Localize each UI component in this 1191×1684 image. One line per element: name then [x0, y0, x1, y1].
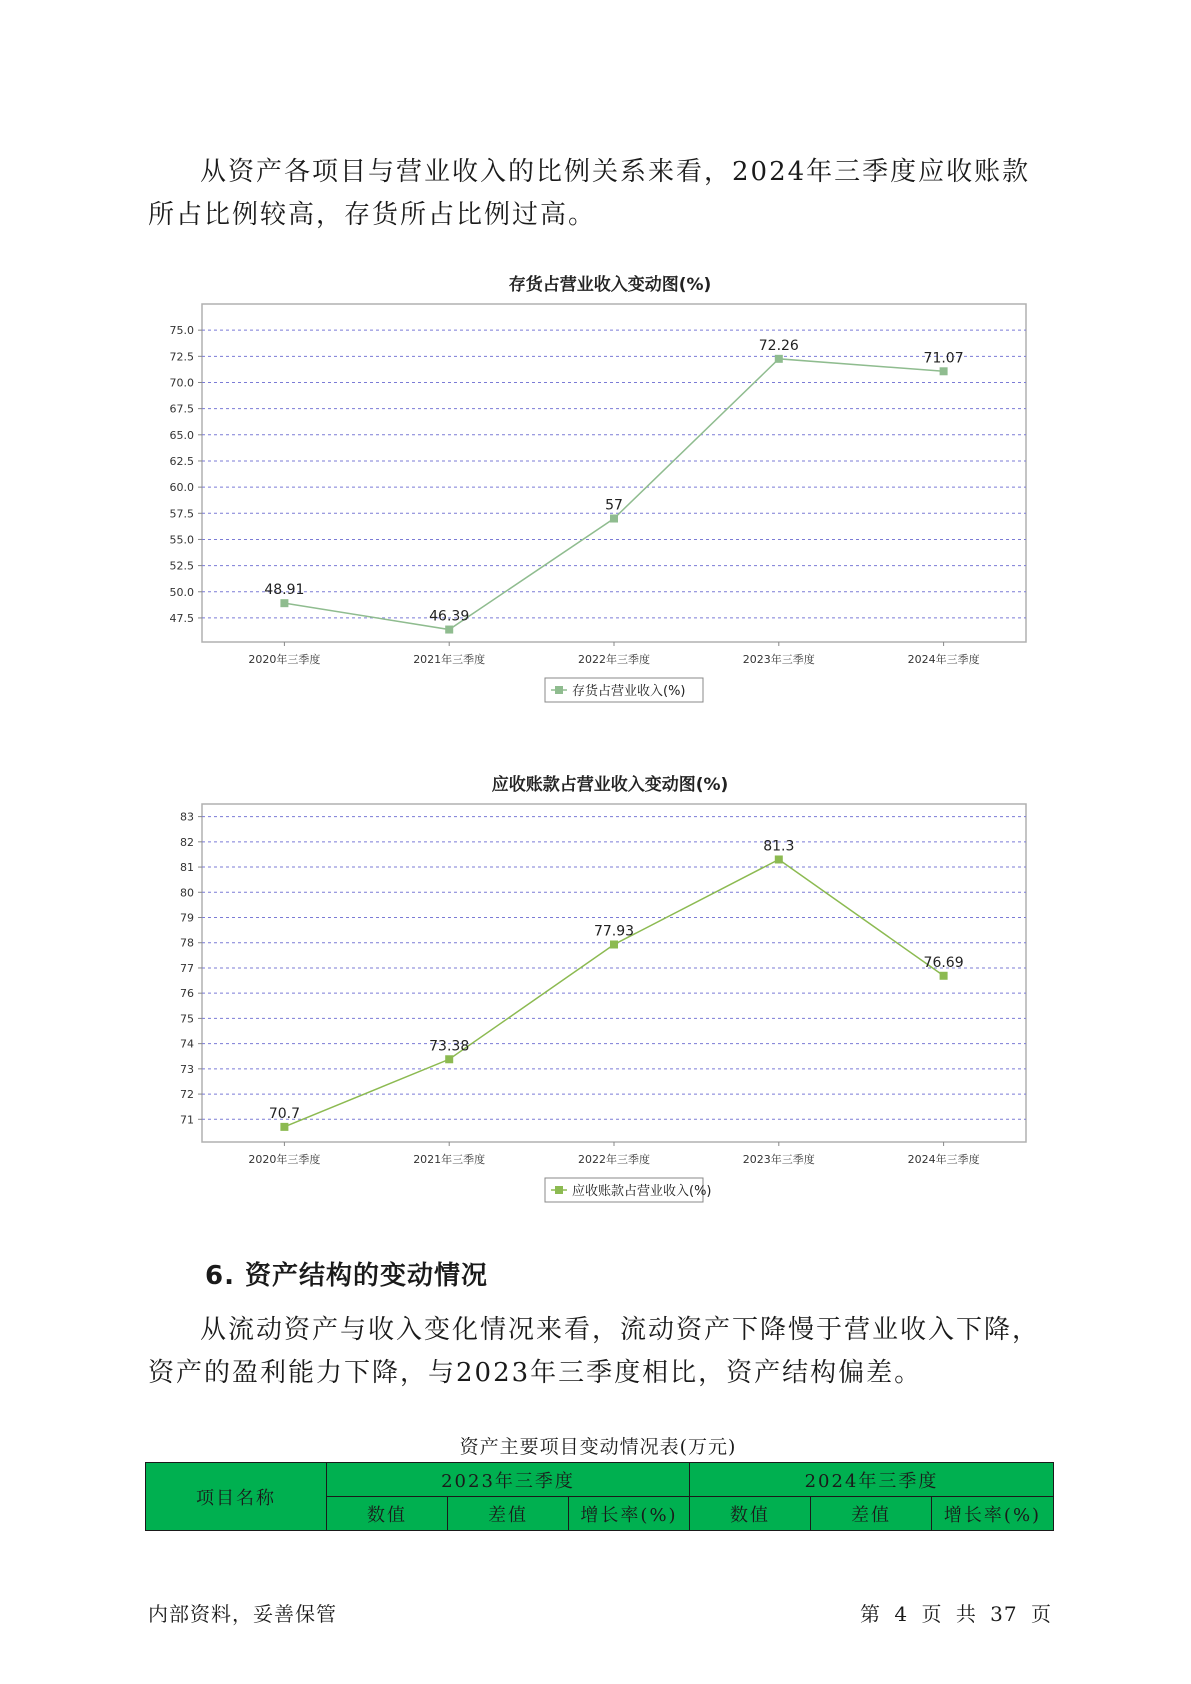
y-tick-label: 67.5	[169, 402, 194, 416]
data-label: 72.26	[758, 337, 799, 354]
x-tick-label: 2023年三季度	[742, 653, 815, 666]
data-label: 57	[605, 497, 623, 514]
y-tick-label: 71	[180, 1113, 194, 1127]
growth-header-2023: 增长率(%)	[569, 1497, 690, 1531]
inventory-ratio-chart	[150, 270, 1030, 720]
y-tick-label: 78	[180, 936, 194, 950]
asset-change-table	[145, 1462, 1054, 1531]
data-label: 77.93	[593, 923, 635, 940]
receivables-ratio-chart	[150, 770, 1030, 1220]
chart-title: 存货占营业收入变动图(%)	[508, 275, 712, 295]
diff-header-2024: 差值	[811, 1497, 932, 1531]
legend-marker	[555, 1186, 563, 1194]
y-tick-label: 73	[180, 1062, 194, 1076]
chart-legend	[545, 678, 703, 702]
growth-header-2024: 增长率(%)	[932, 1497, 1054, 1531]
plot-area	[202, 804, 1026, 1142]
x-tick-label: 2022年三季度	[578, 1153, 650, 1166]
y-tick-label: 75.0	[169, 324, 194, 338]
y-tick-label: 82	[180, 835, 194, 849]
legend-label: 存货占营业收入(%)	[572, 684, 686, 699]
y-tick-label: 81	[180, 861, 194, 875]
y-tick-label: 72.5	[169, 350, 194, 364]
intro-paragraph: 从资产各项目与营业收入的比例关系来看，2024年三季度应收账款所占比例较高，存货所占比例过高。	[148, 157, 1031, 230]
data-point	[940, 367, 948, 375]
data-point	[940, 972, 948, 980]
data-label: 70.7	[268, 1105, 300, 1122]
y-tick-label: 55.0	[169, 533, 194, 547]
plot-area	[202, 304, 1026, 642]
y-tick-label: 74	[180, 1037, 194, 1051]
y-tick-label: 62.5	[169, 454, 194, 468]
footer-confidential: 内部资料，妥善保管	[148, 1602, 337, 1626]
item-name-header: 项目名称	[146, 1463, 327, 1531]
x-tick-label: 2022年三季度	[578, 653, 650, 666]
data-point	[280, 1123, 288, 1131]
footer-page-number: 第 4 页 共 37 页	[860, 1602, 1052, 1626]
x-tick-label: 2020年三季度	[248, 653, 321, 666]
data-label: 76.69	[923, 954, 964, 971]
data-point	[610, 940, 618, 948]
x-tick-label: 2023年三季度	[742, 1153, 815, 1166]
legend-label: 应收账款占营业收入(%)	[572, 1184, 712, 1199]
asset-structure-paragraph: 从流动资产与收入变化情况来看，流动资产下降慢于营业收入下降，资产的盈利能力下降，与2023年三季度相比，资产结构偏差。	[148, 1315, 1041, 1388]
data-label: 71.07	[923, 350, 964, 367]
data-label: 46.39	[429, 608, 470, 625]
chart-legend	[545, 1178, 712, 1202]
y-tick-label: 50.0	[169, 585, 194, 599]
x-tick-label: 2021年三季度	[413, 653, 486, 666]
table-caption: 资产主要项目变动情况表(万元)	[459, 1436, 737, 1458]
diff-header-2023: 差值	[448, 1497, 569, 1531]
data-label: 73.38	[429, 1038, 470, 1055]
y-tick-label: 57.5	[169, 507, 194, 521]
data-point	[775, 355, 783, 363]
y-tick-label: 72	[180, 1088, 194, 1102]
data-label: 48.91	[264, 582, 305, 599]
y-tick-label: 75	[180, 1012, 194, 1026]
value-header-2024: 数值	[690, 1497, 811, 1531]
data-label: 81.3	[763, 838, 795, 855]
data-point	[610, 515, 618, 523]
y-tick-label: 76	[180, 987, 194, 1001]
chart-title: 应收账款占营业收入变动图(%)	[491, 775, 729, 795]
period-2024-header: 2024年三季度	[690, 1463, 1054, 1497]
y-tick-label: 65.0	[169, 428, 194, 442]
legend-marker	[555, 686, 563, 694]
y-tick-label: 52.5	[169, 559, 194, 573]
data-point	[445, 626, 453, 634]
data-point	[445, 1055, 453, 1063]
value-header-2023: 数值	[327, 1497, 448, 1531]
y-tick-label: 70.0	[169, 376, 194, 390]
section-heading: 6. 资产结构的变动情况	[205, 1261, 489, 1291]
x-tick-label: 2020年三季度	[248, 1153, 321, 1166]
y-tick-label: 80	[180, 886, 194, 900]
x-tick-label: 2024年三季度	[907, 1153, 980, 1166]
y-tick-label: 60.0	[169, 481, 194, 495]
table-header-row	[146, 1463, 1054, 1497]
receivables-ratio-chart-svg	[150, 770, 1030, 1220]
y-tick-label: 77	[180, 961, 194, 975]
x-tick-label: 2021年三季度	[413, 1153, 486, 1166]
y-tick-label: 79	[180, 911, 194, 925]
x-tick-label: 2024年三季度	[907, 653, 980, 666]
inventory-ratio-chart-svg	[150, 270, 1030, 720]
y-tick-label: 83	[180, 810, 194, 824]
data-point	[775, 855, 783, 863]
data-point	[280, 599, 288, 607]
y-tick-label: 47.5	[169, 611, 194, 625]
period-2023-header: 2023年三季度	[327, 1463, 690, 1497]
